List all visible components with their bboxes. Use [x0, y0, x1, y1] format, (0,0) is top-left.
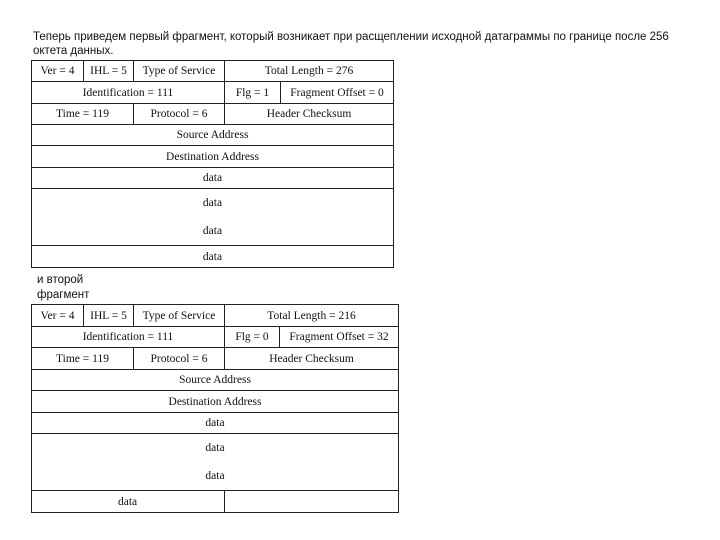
f1-data-text: data	[202, 225, 223, 237]
f1-flags: Flg = 1	[225, 82, 281, 104]
second-fragment-caption: и второй фрагмент	[37, 274, 90, 301]
f2-fragment-offset: Fragment Offset = 32	[280, 327, 399, 348]
f1-ver: Ver = 4	[32, 61, 84, 82]
f2-last-data-cell	[32, 491, 225, 513]
f2-destination-address: Destination Address	[32, 391, 399, 413]
f1-destination-address: Destination Address	[32, 146, 394, 168]
f2-ihl: IHL = 5	[84, 305, 134, 327]
f1-ttl: Time = 119	[32, 104, 134, 125]
f2-ver: Ver = 4	[32, 305, 84, 327]
f2-protocol: Protocol = 6	[134, 348, 225, 370]
f1-data-row: data	[32, 246, 394, 268]
f1-data-text: data	[202, 197, 223, 209]
f2-data-text: data	[205, 442, 225, 454]
f2-source-address: Source Address	[32, 370, 399, 391]
f2-empty-cell	[225, 491, 399, 513]
fragment2-header-table	[31, 304, 399, 513]
f2-flags: Flg = 0	[225, 327, 280, 348]
intro-paragraph: Теперь приведем первый фрагмент, который возникает при расщеплении исходной датаграммы по границе после 256 октета данных.	[33, 31, 669, 57]
f1-total-length: Total Length = 276	[225, 61, 394, 82]
f2-identification: Identification = 111	[32, 327, 225, 348]
f1-tos: Type of Service	[134, 61, 225, 82]
f1-protocol: Protocol = 6	[134, 104, 225, 125]
f2-data-row: data	[32, 413, 399, 434]
f1-data-row	[32, 189, 394, 246]
f2-data-text: data	[205, 470, 225, 482]
f2-checksum: Header Checksum	[225, 348, 399, 370]
f1-identification: Identification = 111	[32, 82, 225, 104]
f1-source-address: Source Address	[32, 125, 394, 146]
f2-total-length: Total Length = 216	[225, 305, 399, 327]
f2-data-row	[32, 434, 399, 491]
f2-data-text: data	[118, 495, 138, 508]
fragment1-header-table	[31, 60, 394, 268]
f2-ttl: Time = 119	[32, 348, 134, 370]
f1-fragment-offset: Fragment Offset = 0	[281, 82, 394, 104]
f2-tos: Type of Service	[134, 305, 225, 327]
f1-checksum: Header Checksum	[225, 104, 394, 125]
f1-data-row: data	[32, 168, 394, 189]
f1-ihl: IHL = 5	[84, 61, 134, 82]
